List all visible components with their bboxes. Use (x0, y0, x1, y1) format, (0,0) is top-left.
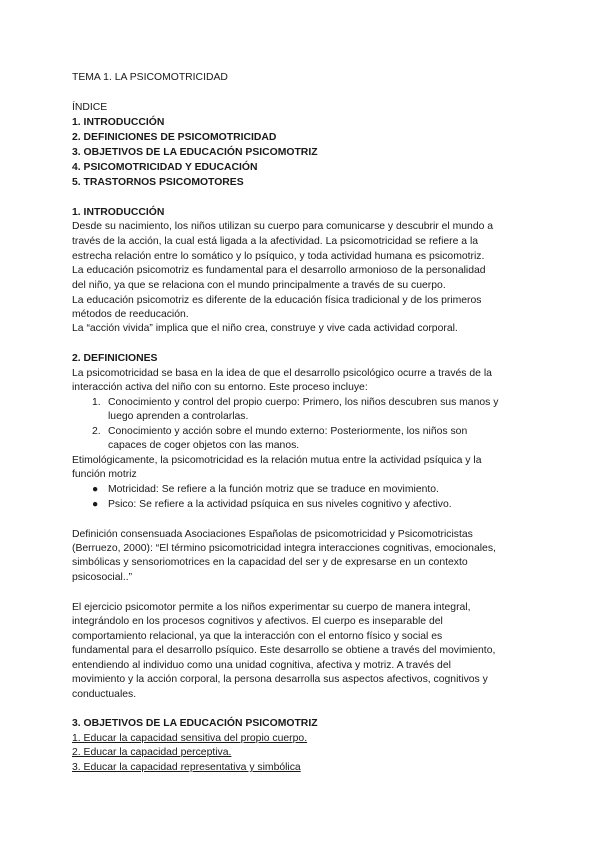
intro-line: Desde su nacimiento, los niños utilizan su cuerpo para comunicarse y descubrir el mundo a (72, 221, 494, 232)
intro-line: La “acción vivida” implica que el niño crea, construye y vive cada actividad corporal. (72, 323, 458, 334)
exercise-line: integrándolo en los procesos cognitivos y afectivos. El cuerpo es inseparable del (72, 616, 443, 627)
consensus-line: psicosocial..” (72, 572, 133, 583)
objetivo-item: 2. Educar la capacidad perceptiva. (72, 747, 232, 758)
numbered-marker: 2. (92, 426, 101, 437)
intro-line: métodos de reeducación. (72, 309, 189, 320)
intro-line: La educación psicomotriz es diferente de la educación física tradicional y de los primeros (72, 295, 482, 306)
index-item: 4. PSICOMOTRICIDAD Y EDUCACIÓN (72, 162, 258, 173)
exercise-line: entendiendo al individuo como una unidad cognitiva, afectiva y motriz. A través del (72, 660, 451, 671)
exercise-line: comportamiento relacional, ya que la interacción con el entorno físico y social es (72, 631, 443, 642)
bullet-icon: ● (92, 484, 99, 495)
index-item: 5. TRASTORNOS PSICOMOTORES (72, 177, 244, 188)
numbered-item-line: luego aprenden a controlarlas. (108, 411, 249, 422)
objetivo-item: 3. Educar la capacidad representativa y simbólica (72, 762, 301, 773)
bullet-item: Psico: Se refiere a la actividad psíquica en sus niveles cognitivo y afectivo. (108, 499, 452, 510)
index-heading: ÍNDICE (72, 102, 108, 113)
consensus-line: simbólicas y sensoriomotrices en la capacidad del ser y de expresarse en un contexto (72, 557, 468, 568)
definiciones-heading: 2. DEFINICIONES (72, 353, 158, 364)
etymology-line: Etimológicamente, la psicomotricidad es la relación mutua entre la actividad psíquica y la (72, 455, 482, 466)
intro-line: del niño, ya que se relaciona con el mundo principalmente a través de su cuerpo. (72, 280, 446, 291)
document-title: TEMA 1. LA PSICOMOTRICIDAD (72, 72, 228, 83)
numbered-marker: 1. (92, 397, 101, 408)
definiciones-line: interacción activa del niño con su entorno. Este proceso incluye: (72, 382, 368, 393)
objetivos-heading: 3. OBJETIVOS DE LA EDUCACIÓN PSICOMOTRIZ (72, 718, 318, 729)
objetivo-item: 1. Educar la capacidad sensitiva del propio cuerpo. (72, 733, 308, 744)
index-item: 1. INTRODUCCIÓN (72, 117, 165, 128)
intro-heading: 1. INTRODUCCIÓN (72, 207, 165, 218)
bullet-item: Motricidad: Se refiere a la función motriz que se traduce en movimiento. (108, 484, 439, 495)
exercise-line: conductuales. (72, 689, 137, 700)
intro-line: través de la acción, la cual está ligada a la afectividad. La psicomotricidad se refiere a la (72, 236, 479, 247)
numbered-item-line: Conocimiento y control del propio cuerpo: Primero, los niños descubren sus manos y (108, 397, 499, 408)
exercise-line: El ejercicio psicomotor permite a los niños experimentar su cuerpo de manera integral, (72, 602, 471, 613)
etymology-line: función motriz (72, 469, 137, 480)
bullet-icon: ● (92, 499, 99, 510)
consensus-line: Definición consensuada Asociaciones Españolas de psicomotricidad y Psicomotricistas (72, 529, 473, 540)
definiciones-line: La psicomotricidad se basa en la idea de que el desarrollo psicológico ocurre a través de la (72, 368, 492, 379)
numbered-item-line: capaces de coger objetos con las manos. (108, 440, 300, 451)
intro-line: estrecha relación entre lo somático y lo psíquico, y toda actividad humana es psicomotriz. (72, 251, 485, 262)
exercise-line: movimiento y la acción corporal, la persona desarrolla sus aspectos afectivos, cognitivos y (72, 674, 488, 685)
index-item: 3. OBJETIVOS DE LA EDUCACIÓN PSICOMOTRIZ (72, 147, 318, 158)
intro-line: La educación psicomotriz es fundamental para el desarrollo armonioso de la personalidad (72, 265, 486, 276)
exercise-line: fundamental para el desarrollo psíquico. Este desarrollo se obtiene a través del movimiento, (72, 645, 496, 656)
index-item: 2. DEFINICIONES DE PSICOMOTRICIDAD (72, 132, 277, 143)
consensus-line: (Berruezo, 2000): “El término psicomotricidad integra interacciones cognitivas, emocionales, (72, 543, 496, 554)
numbered-item-line: Conocimiento y acción sobre el mundo externo: Posteriormente, los niños son (108, 426, 468, 437)
